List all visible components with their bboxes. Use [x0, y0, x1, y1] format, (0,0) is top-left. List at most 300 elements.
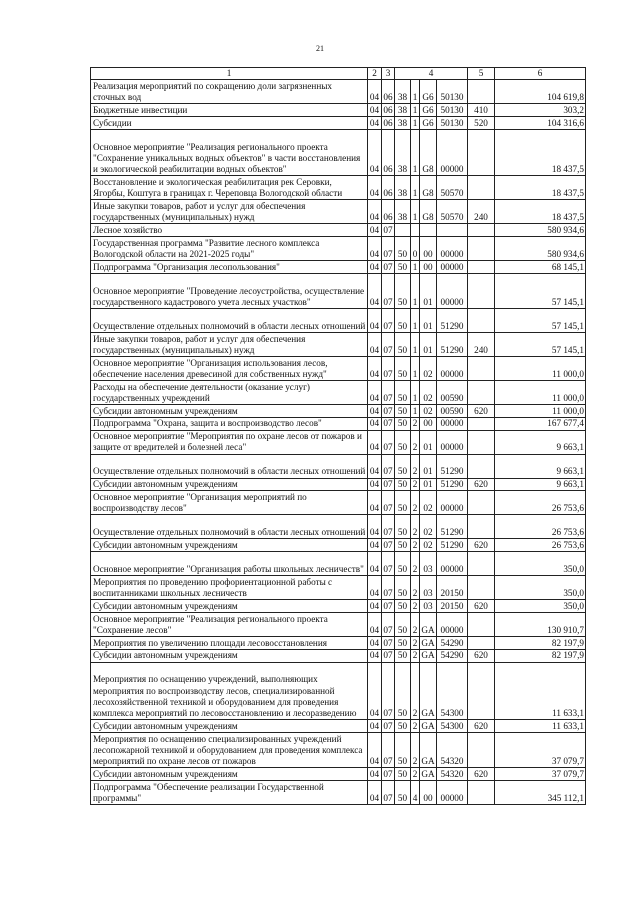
expense-type-code	[468, 260, 495, 273]
amount: 130 910,7	[495, 612, 586, 636]
program-code: 50	[395, 636, 411, 649]
subsection-code: 06	[382, 129, 395, 175]
amount: 37 079,7	[495, 768, 586, 781]
activity-code: 03	[420, 576, 437, 600]
row-name: Основное мероприятие "Организация работы школьных лесничеств"	[91, 552, 368, 576]
direction-code: 00590	[437, 380, 468, 404]
expense-type-code: 620	[468, 768, 495, 781]
row-name: Подпрограмма "Обеспечение реализации Государственной программы"	[91, 780, 368, 804]
column-header: 3	[382, 68, 395, 80]
table-row	[91, 332, 586, 356]
expense-type-code	[468, 273, 495, 308]
subprogram-code: 2	[411, 515, 420, 539]
table-row	[91, 273, 586, 308]
direction-code: 51290	[437, 478, 468, 491]
section-code: 04	[368, 404, 382, 417]
amount: 9 663,1	[495, 478, 586, 491]
expense-type-code	[468, 612, 495, 636]
program-code: 50	[395, 576, 411, 600]
table-row	[91, 260, 586, 273]
table-row	[91, 539, 586, 552]
section-code: 04	[368, 732, 382, 767]
activity-code: GA	[421, 768, 435, 779]
subprogram-code: 2	[411, 576, 420, 600]
table-row	[91, 768, 586, 781]
row-name: Государственная программа "Развитие лесного комплекса Вологодской области на 2021-2025 годы"	[91, 236, 368, 260]
activity-code	[420, 224, 437, 237]
table-row	[91, 636, 586, 649]
expense-type-code	[468, 552, 495, 576]
direction-code: 00000	[437, 129, 468, 175]
table-row	[91, 430, 586, 454]
subsection-code: 07	[382, 430, 395, 454]
program-code: 50	[395, 417, 411, 430]
subprogram-code: 1	[411, 404, 420, 417]
section-code: 04	[368, 636, 382, 649]
table-row	[91, 117, 586, 130]
subprogram-code: 2	[411, 768, 420, 781]
column-header: 1	[91, 68, 368, 80]
table-row	[91, 404, 586, 417]
subsection-code: 07	[383, 405, 393, 416]
row-name: Осуществление отдельных полномочий в области лесных отношений	[91, 515, 368, 539]
direction-code: 51290	[437, 539, 468, 552]
subsection-code: 06	[383, 104, 393, 115]
amount: 350,0	[495, 576, 586, 600]
program-code: 50	[395, 404, 411, 417]
subprogram-code: 2	[411, 720, 420, 733]
program-code: 50	[395, 662, 411, 720]
section-code: 04	[368, 224, 382, 237]
table-row	[91, 662, 586, 720]
direction-code: 54320	[437, 732, 468, 767]
program-code: 50	[395, 478, 411, 491]
section-code: 04	[368, 176, 382, 200]
program-code: 50	[395, 780, 411, 804]
program-code: 50	[395, 732, 411, 767]
section-code: 04	[368, 491, 382, 515]
activity-code: G8	[420, 176, 437, 200]
row-name: Субсидии автономным учреждениям	[91, 404, 368, 417]
section-code: 04	[368, 478, 382, 491]
program-code: 50	[395, 720, 411, 733]
subsection-code: 07	[383, 261, 393, 272]
table-row	[91, 356, 586, 380]
subprogram-code: 4	[411, 780, 420, 804]
expense-type-code: 620	[468, 539, 495, 552]
expense-type-code	[468, 454, 495, 478]
amount: 345 112,1	[495, 780, 586, 804]
section-code: 04	[368, 720, 382, 733]
section-code: 04	[368, 80, 382, 104]
table-row	[91, 308, 586, 332]
expense-type-code	[468, 780, 495, 804]
activity-code: 00	[420, 236, 437, 260]
direction-code: 00000	[437, 491, 468, 515]
direction-code: 54300	[437, 662, 468, 720]
budget-table	[90, 67, 586, 805]
subprogram-code: 2	[411, 491, 420, 515]
row-name: Основное мероприятие "Реализация регионального проекта "Сохранение лесов"	[91, 612, 368, 636]
column-header: 5	[468, 68, 495, 80]
activity-code: G8	[420, 200, 437, 224]
activity-code: GA	[420, 612, 437, 636]
direction-code: 51290	[437, 308, 468, 332]
activity-code: GA	[420, 732, 437, 767]
row-name: Подпрограмма "Охрана, защита и воспроизводство лесов"	[91, 417, 368, 430]
expense-type-code	[468, 732, 495, 767]
program-code: 38	[395, 104, 411, 117]
subprogram-code: 1	[411, 104, 420, 117]
row-name: Основное мероприятие "Организация использования лесов, обеспечение населения древесиной для собственных нужд"	[91, 356, 368, 380]
direction-code: 00000	[437, 273, 468, 308]
program-code: 50	[395, 308, 411, 332]
direction-code: 54320	[437, 768, 468, 781]
table-row	[91, 129, 586, 175]
section-code: 04	[368, 780, 382, 804]
direction-code: 54290	[437, 649, 468, 662]
subprogram-code: 2	[411, 600, 420, 613]
amount: 9 663,1	[495, 430, 586, 454]
amount: 68 145,1	[495, 260, 586, 273]
subprogram-code: 0	[411, 236, 420, 260]
program-code: 50	[395, 768, 411, 781]
section-code: 04	[368, 576, 382, 600]
activity-code: 00	[420, 417, 437, 430]
subprogram-code: 2	[411, 539, 420, 552]
subsection-code: 07	[383, 600, 393, 611]
row-name: Мероприятия по проведению профориентационной работы с воспитанниками школьных лесничеств	[91, 576, 368, 600]
table-row	[91, 649, 586, 662]
subprogram-code: 1	[411, 260, 420, 273]
section-code: 04	[368, 236, 382, 260]
page-number: 21	[316, 44, 324, 53]
direction-code: 00000	[437, 430, 468, 454]
expense-type-code	[468, 380, 495, 404]
expense-type-code	[468, 224, 495, 237]
subsection-code: 07	[382, 576, 395, 600]
activity-code: GA	[421, 720, 435, 731]
table-row	[91, 104, 586, 117]
amount: 57 145,1	[495, 273, 586, 308]
direction-code: 00590	[437, 404, 468, 417]
subsection-code: 06	[382, 80, 395, 104]
expense-type-code	[468, 356, 495, 380]
amount: 18 437,5	[495, 176, 586, 200]
expense-type-code: 620	[468, 600, 495, 613]
subprogram-code: 1	[411, 176, 420, 200]
expense-type-code: 620	[468, 478, 495, 491]
subsection-code: 06	[382, 176, 395, 200]
program-code: 38	[395, 200, 411, 224]
subsection-code: 07	[382, 612, 395, 636]
row-name: Осуществление отдельных полномочий в области лесных отношений	[91, 308, 368, 332]
direction-code: 50570	[437, 176, 468, 200]
subsection-code: 06	[382, 200, 395, 224]
activity-code: 01	[420, 273, 437, 308]
section-code: 04	[368, 515, 382, 539]
section-code: 04	[368, 380, 382, 404]
activity-code: 03	[420, 552, 437, 576]
subsection-code: 07	[383, 479, 393, 490]
section-code: 04	[368, 117, 382, 130]
amount: 57 145,1	[495, 308, 586, 332]
activity-code: GA	[420, 662, 437, 720]
subprogram-code: 1	[411, 273, 420, 308]
subprogram-code: 2	[411, 636, 420, 649]
expense-type-code: 620	[468, 404, 495, 417]
amount: 580 934,6	[495, 236, 586, 260]
subsection-code: 07	[382, 380, 395, 404]
section-code: 04	[368, 356, 382, 380]
amount: 11 000,0	[495, 356, 586, 380]
activity-code: 02	[420, 404, 437, 417]
activity-code: 01	[420, 308, 437, 332]
section-code: 04	[368, 129, 382, 175]
subprogram-code: 2	[411, 662, 420, 720]
subprogram-code: 2	[411, 478, 420, 491]
section-code: 04	[368, 308, 382, 332]
table-row	[91, 576, 586, 600]
amount: 18 437,5	[495, 200, 586, 224]
subsection-code: 07	[382, 356, 395, 380]
subprogram-code: 1	[411, 200, 420, 224]
direction-code: 20150	[437, 576, 468, 600]
row-name: Основное мероприятие "Организация мероприятий по воспроизводству лесов"	[91, 491, 368, 515]
table-row	[91, 612, 586, 636]
subsection-code: 07	[382, 732, 395, 767]
amount: 57 145,1	[495, 332, 586, 356]
section-code: 04	[368, 552, 382, 576]
amount: 104 316,6	[495, 117, 586, 130]
subsection-code: 07	[383, 539, 393, 550]
activity-code: 01	[420, 332, 437, 356]
expense-type-code	[468, 176, 495, 200]
expense-type-code: 620	[468, 720, 495, 733]
activity-code: G8	[420, 129, 437, 175]
row-name: Мероприятия по оснащению учреждений, выполняющих мероприятия по воспроизводству лесов, специализированной лесохозяйственной техникой и оборудованием для проведения комплекса мероприятий по лесовосстановлению и лесоразведению	[91, 662, 368, 720]
row-name: Расходы на обеспечение деятельности (оказание услуг) государственных учреждений	[91, 380, 368, 404]
direction-code: 20150	[437, 600, 468, 613]
program-code: 50	[395, 552, 411, 576]
activity-code: 01	[420, 430, 437, 454]
direction-code: 00000	[437, 552, 468, 576]
activity-code: 03	[420, 600, 437, 613]
expense-type-code	[468, 636, 495, 649]
section-code: 04	[368, 768, 382, 781]
program-code: 38	[395, 129, 411, 175]
amount: 26 753,6	[495, 491, 586, 515]
row-name: Субсидии автономным учреждениям	[91, 478, 368, 491]
subsection-code: 07	[382, 273, 395, 308]
direction-code: 54290	[437, 636, 468, 649]
table-row	[91, 780, 586, 804]
table-row	[91, 732, 586, 767]
amount: 9 663,1	[495, 454, 586, 478]
subsection-code: 07	[382, 332, 395, 356]
program-code: 50	[395, 491, 411, 515]
subprogram-code: 2	[411, 430, 420, 454]
direction-code: 50130	[437, 104, 468, 117]
section-code: 04	[368, 332, 382, 356]
subsection-code: 07	[382, 552, 395, 576]
subprogram-code: 1	[411, 80, 420, 104]
activity-code: 02	[420, 515, 437, 539]
expense-type-code	[468, 236, 495, 260]
row-name: Основное мероприятие "Реализация регионального проекта "Сохранение уникальных водных объектов" в части восстановления и экологической реабилитации водных объектов"	[91, 129, 368, 175]
expense-type-code	[468, 430, 495, 454]
activity-code: 02	[420, 491, 437, 515]
program-code: 38	[395, 117, 411, 130]
table-row	[91, 200, 586, 224]
amount: 350,0	[495, 600, 586, 613]
row-name: Реализация мероприятий по сокращению доли загрязненных сточных вод	[91, 80, 368, 104]
direction-code: 50570	[437, 200, 468, 224]
direction-code: 50130	[437, 80, 468, 104]
subprogram-code: 2	[411, 454, 420, 478]
program-code: 50	[395, 649, 411, 662]
table-row	[91, 454, 586, 478]
section-code: 04	[368, 200, 382, 224]
amount: 350,0	[495, 552, 586, 576]
expense-type-code: 520	[468, 117, 495, 130]
direction-code: 00000	[437, 417, 468, 430]
direction-code: 00000	[437, 780, 468, 804]
subprogram-code: 1	[411, 356, 420, 380]
row-name: Иные закупки товаров, работ и услуг для обеспечения государственных (муниципальных) нужд	[91, 200, 368, 224]
amount: 11 633,1	[495, 720, 586, 733]
subprogram-code: 1	[411, 117, 420, 130]
activity-code: 02	[420, 380, 437, 404]
column-header: 6	[495, 68, 586, 80]
row-name: Лесное хозяйство	[91, 224, 368, 237]
expense-type-code	[468, 417, 495, 430]
subsection-code: 07	[383, 224, 393, 235]
direction-code: 51290	[437, 454, 468, 478]
direction-code	[437, 224, 468, 237]
program-code: 50	[395, 515, 411, 539]
table-row	[91, 224, 586, 237]
subsection-code: 07	[382, 515, 395, 539]
table-row	[91, 80, 586, 104]
section-code: 04	[368, 649, 382, 662]
subprogram-code: 1	[411, 129, 420, 175]
direction-code: 00000	[437, 236, 468, 260]
expense-type-code: 240	[468, 200, 495, 224]
subprogram-code: 2	[411, 649, 420, 662]
row-name: Мероприятия по оснащению специализированных учреждений лесопожарной техникой и оборудованием для проведения комплекса мероприятий по охране лесов от пожаров	[91, 732, 368, 767]
activity-code: G6	[420, 104, 437, 117]
row-name: Субсидии автономным учреждениям	[91, 768, 368, 781]
section-code: 04	[368, 260, 382, 273]
expense-type-code: 240	[468, 332, 495, 356]
section-code: 04	[368, 417, 382, 430]
row-name: Субсидии автономным учреждениям	[91, 539, 368, 552]
activity-code: G6	[420, 80, 437, 104]
section-code: 04	[368, 539, 382, 552]
program-code: 50	[395, 430, 411, 454]
subsection-code: 07	[382, 662, 395, 720]
column-header: 2	[368, 68, 382, 80]
amount: 11 633,1	[495, 662, 586, 720]
table-row	[91, 515, 586, 539]
activity-code: GA	[421, 637, 435, 648]
subsection-code: 07	[383, 637, 393, 648]
subprogram-code: 1	[411, 308, 420, 332]
column-header: 4	[395, 68, 468, 80]
amount: 82 197,9	[495, 649, 586, 662]
table-row	[91, 176, 586, 200]
program-code: 50	[395, 454, 411, 478]
expense-type-code	[468, 308, 495, 332]
expense-type-code: 620	[468, 649, 495, 662]
row-name: Субсидии автономным учреждениям	[91, 649, 368, 662]
activity-code: 02	[420, 539, 437, 552]
amount: 11 000,0	[495, 404, 586, 417]
section-code: 04	[368, 600, 382, 613]
subsection-code: 07	[383, 418, 393, 429]
subsection-code: 07	[383, 720, 393, 731]
row-name: Бюджетные инвестиции	[91, 104, 368, 117]
direction-code: 00000	[437, 356, 468, 380]
table-row	[91, 552, 586, 576]
subprogram-code: 1	[411, 332, 420, 356]
direction-code: 00000	[437, 612, 468, 636]
section-code: 04	[368, 662, 382, 720]
table-row	[91, 380, 586, 404]
section-code: 04	[368, 104, 382, 117]
activity-code: 01	[420, 478, 437, 491]
activity-code: 01	[420, 454, 437, 478]
section-code: 04	[368, 612, 382, 636]
row-name: Мероприятия по увеличению площади лесовосстановления	[91, 636, 368, 649]
amount: 580 934,6	[495, 224, 586, 237]
program-code: 50	[395, 380, 411, 404]
table-row	[91, 600, 586, 613]
subsection-code: 07	[383, 650, 393, 661]
row-name: Основное мероприятие "Проведение лесоустройства, осуществление государственного кадастрового учета лесных участков"	[91, 273, 368, 308]
row-name: Субсидии автономным учреждениям	[91, 720, 368, 733]
section-code: 04	[368, 430, 382, 454]
amount: 11 000,0	[495, 380, 586, 404]
subsection-code: 07	[382, 308, 395, 332]
program-code: 50	[395, 273, 411, 308]
activity-code: GA	[421, 650, 435, 661]
subprogram-code: 2	[411, 732, 420, 767]
direction-code: 51290	[437, 332, 468, 356]
amount: 167 677,4	[495, 417, 586, 430]
expense-type-code	[468, 491, 495, 515]
table-row	[91, 491, 586, 515]
subsection-code: 07	[382, 780, 395, 804]
program-code: 50	[395, 612, 411, 636]
direction-code: 00000	[437, 260, 468, 273]
direction-code: 54300	[437, 720, 468, 733]
expense-type-code	[468, 129, 495, 175]
program-code: 50	[395, 236, 411, 260]
subprogram-code: 2	[411, 552, 420, 576]
expense-type-code	[468, 662, 495, 720]
amount: 37 079,7	[495, 732, 586, 767]
activity-code: 02	[420, 356, 437, 380]
section-code: 04	[368, 454, 382, 478]
subsection-code: 07	[383, 768, 393, 779]
amount: 82 197,9	[495, 636, 586, 649]
row-name: Иные закупки товаров, работ и услуг для обеспечения государственных (муниципальных) нужд	[91, 332, 368, 356]
amount: 26 753,6	[495, 539, 586, 552]
program-code: 38	[395, 176, 411, 200]
table-header-row	[91, 68, 586, 80]
